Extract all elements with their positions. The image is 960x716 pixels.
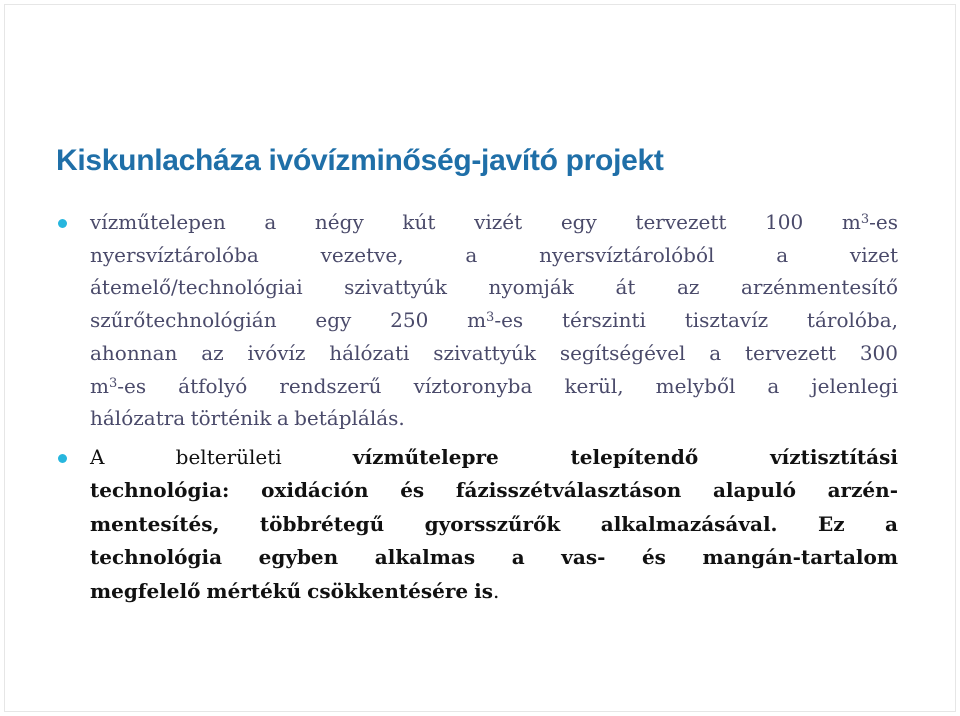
bullet-2-line-2: technológia: oxidáción és fázisszétválasztáson alapuló arzén- xyxy=(90,478,898,503)
bullet-item-2 xyxy=(54,441,898,608)
bullet-item-1 xyxy=(54,206,898,435)
bullet-1-line-5: ahonnan az ivóvíz hálózati szivattyúk segítségével a tervezett 300 xyxy=(90,340,898,365)
bullet-1-line-4: szűrőtechnológián egy 250 $m^3-es$ térszinti tisztavíz tárolóba, xyxy=(90,308,899,333)
bullet-2-line-1: A belterületi vízműtelepre telepítendő víztisztítási xyxy=(90,444,898,469)
bullet-1-line-3: átemelő/technológiai szivattyúk nyomják át az arzénmentesítő xyxy=(90,275,898,300)
bullet-2-line-5: megfelelő mértékű csökkentésére is. xyxy=(90,578,500,603)
superscript: 3 xyxy=(860,212,870,228)
bullet-2-line-3: mentesítés, többrétegű gyorsszűrők alkalmazásával. Ez a xyxy=(90,511,898,536)
bullet-dot-icon xyxy=(58,454,67,463)
bullet-2-line-4: technológia egyben alkalmas a vas- és mangán-tartalom xyxy=(90,545,898,570)
bullet-1-line-6: $m^3-es$ átfolyó rendszerű víztoronyba kerül, melyből a jelenlegi xyxy=(90,373,898,398)
bullet-dot-icon xyxy=(58,219,67,228)
superscript: 3 xyxy=(486,310,495,326)
bullet-1-line-1: vízműtelepen a négy kút vizét egy tervezett 100 $m^3-es$ xyxy=(90,210,898,234)
superscript: 3 xyxy=(108,375,118,391)
slide-title: Kiskunlacháza ivóvízminőség-javító projekt xyxy=(56,144,664,177)
bullet-1-line-2: nyersvíztárolóba vezetve, a nyersvíztárolóból a vizet xyxy=(90,242,898,267)
bullet-1-line-7: hálózatra történik a betáplálás. xyxy=(90,406,405,431)
bullet-list xyxy=(54,206,898,614)
